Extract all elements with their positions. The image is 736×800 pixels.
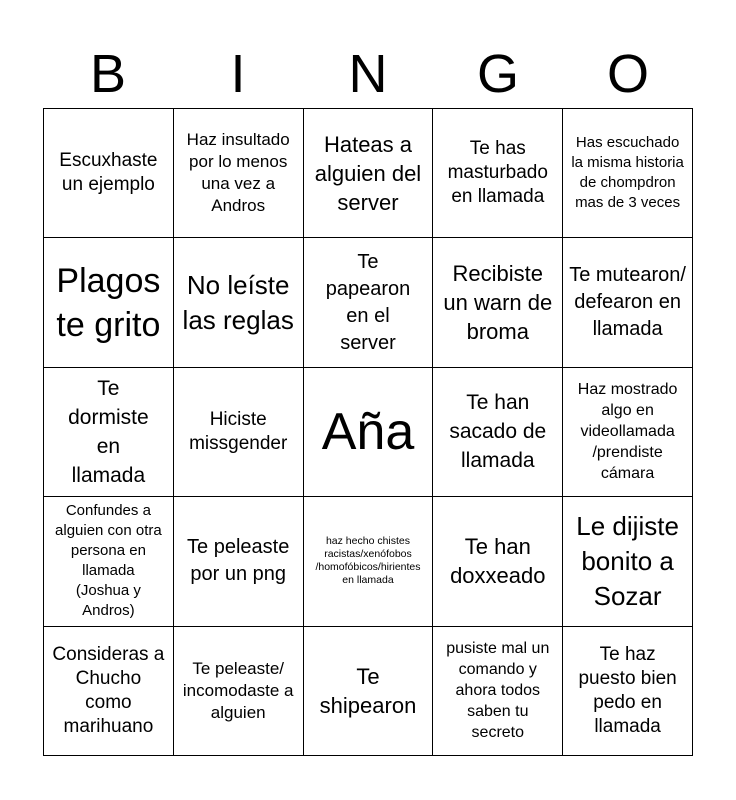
- bingo-cell-r5c2[interactable]: [174, 627, 304, 756]
- bingo-cell-r3c1[interactable]: [44, 368, 174, 497]
- cell-text: Te peleaste por un png: [187, 536, 290, 586]
- bingo-grid: [43, 108, 693, 756]
- bingo-cell-r1c4[interactable]: [433, 109, 563, 238]
- cell-text: Has escuchado la misma historia de chompdron mas de 3 veces: [571, 134, 684, 212]
- bingo-cell-r2c5[interactable]: [563, 238, 693, 367]
- cell-text: Hateas a alguien del server: [314, 131, 422, 215]
- bingo-cell-r2c1[interactable]: [44, 238, 174, 367]
- bingo-cell-r5c1[interactable]: [44, 627, 174, 756]
- title-letter-i: I: [230, 44, 246, 104]
- bingo-cell-r4c2[interactable]: [174, 497, 304, 626]
- title-letter-o: O: [606, 44, 649, 104]
- cell-text: Te shipearon: [319, 663, 417, 718]
- cell-text: Te han doxxeado: [450, 534, 546, 589]
- bingo-cell-r2c4[interactable]: [433, 238, 563, 367]
- cell-text: Le dijiste bonito a Sozar: [576, 510, 679, 611]
- bingo-cell-r5c5[interactable]: [563, 627, 693, 756]
- bingo-cell-r2c3[interactable]: [304, 238, 434, 367]
- cell-text: No leíste las reglas: [182, 269, 294, 335]
- bingo-cell-r1c2[interactable]: [174, 109, 304, 238]
- bingo-cell-r4c3[interactable]: [304, 497, 434, 626]
- cell-text: Te haz puesto bien pedo en llamada: [578, 643, 677, 737]
- bingo-cell-r4c4[interactable]: [433, 497, 563, 626]
- bingo-cell-r4c5[interactable]: [563, 497, 693, 626]
- cell-text: Hiciste missgender: [189, 408, 288, 454]
- cell-text: Plagos te grito: [56, 261, 161, 344]
- cell-text: Haz mostrado algo en videollamada /prendiste cámara: [577, 381, 678, 483]
- cell-text: Te han sacado de llamada: [449, 391, 547, 473]
- bingo-cell-r1c1[interactable]: [44, 109, 174, 238]
- bingo-cell-r1c3[interactable]: [304, 109, 434, 238]
- bingo-cell-r4c1[interactable]: [44, 497, 174, 626]
- cell-text: haz hecho chistes racistas/xenófobos /homofóbicos/hirientes en llamada: [315, 535, 421, 587]
- title-letter-b: B: [89, 44, 127, 104]
- bingo-title: [43, 40, 693, 108]
- bingo-cell-r1c5[interactable]: [563, 109, 693, 238]
- cell-text: Recibiste un warn de broma: [443, 261, 553, 345]
- cell-text: Te mutearon/ defearon en llamada: [569, 264, 686, 341]
- bingo-cell-r3c3[interactable]: [304, 368, 434, 497]
- cell-text: Te peleaste/ incomodaste a alguien: [182, 658, 294, 722]
- cell-text: Haz insultado por lo menos una vez a Andros: [186, 130, 290, 216]
- bingo-cell-r5c4[interactable]: [433, 627, 563, 756]
- cell-text: Te papearon en el server: [325, 250, 411, 354]
- cell-text: Escuxhaste un ejemplo: [59, 150, 158, 196]
- bingo-cell-r5c3[interactable]: [304, 627, 434, 756]
- cell-text: pusiste mal un comando y ahora todos saben tu secreto: [446, 640, 550, 742]
- bingo-cell-r3c2[interactable]: [174, 368, 304, 497]
- bingo-cell-r2c2[interactable]: [174, 238, 304, 367]
- cell-text: Aña: [321, 402, 415, 461]
- title-letter-n: N: [348, 44, 388, 104]
- title-letter-g: G: [476, 44, 519, 104]
- bingo-cell-r3c5[interactable]: [563, 368, 693, 497]
- cell-text: Te dormiste en llamada: [68, 376, 149, 487]
- cell-text: Confundes a alguien con otra persona en llamada (Joshua y Andros): [55, 502, 162, 620]
- cell-text: Te has masturbado en llamada: [447, 138, 548, 208]
- bingo-cell-r3c4[interactable]: [433, 368, 563, 497]
- cell-text: Consideras a Chucho como marihuano: [52, 643, 165, 737]
